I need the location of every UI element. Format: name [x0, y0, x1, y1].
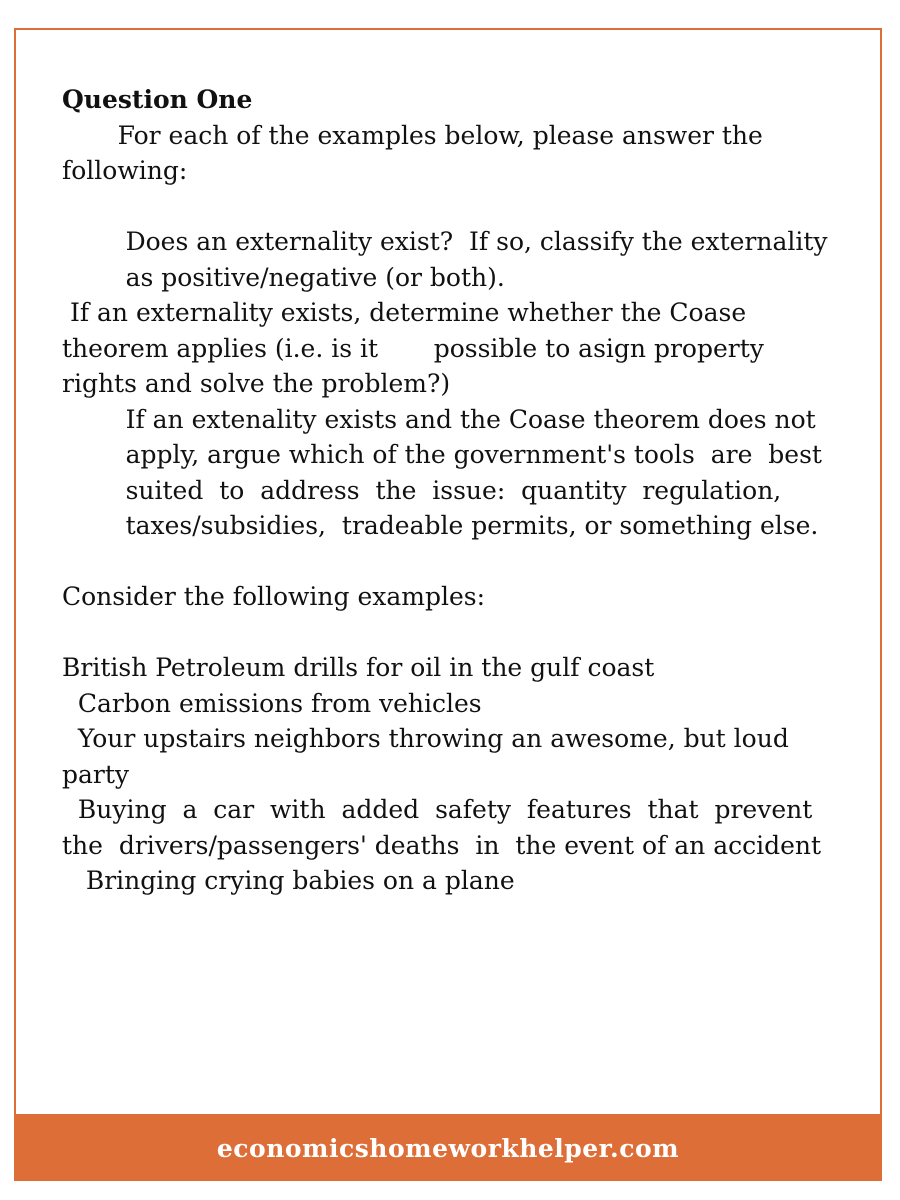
intro-text-line: For each of the examples below, please answer the [62, 120, 763, 150]
instruction-item-line: If an externality exists, determine whether the Coase [62, 298, 747, 327]
paragraph-gap [62, 189, 862, 225]
instruction-item-line: as positive/negative (or both). [62, 262, 505, 292]
paragraph-gap [62, 615, 862, 651]
instruction-item-line: If an extenality exists and the Coase theorem does not [62, 404, 816, 434]
example-line: British Petroleum drills for oil in the gulf coast [62, 653, 655, 682]
intro-text-line: following: [62, 156, 188, 185]
instruction-item-line: Does an externality exist? If so, classify the externality [62, 227, 828, 256]
example-line: the drivers/passengers' deaths in the event of an accident [62, 830, 822, 860]
examples-heading: Consider the following examples: [62, 582, 486, 611]
question-title: Question One [62, 85, 253, 114]
paragraph-gap [62, 544, 862, 580]
example-line: Your upstairs neighbors throwing an awesome, but loud [62, 724, 789, 753]
instruction-item-line: suited to address the issue: quantity regulation, [62, 475, 782, 505]
example-line: Bringing crying babies on a plane [62, 866, 515, 895]
instruction-item-line: rights and solve the problem?) [62, 369, 451, 398]
footer-website: economicshomeworkhelper.com [216, 1134, 680, 1163]
instruction-item-line: taxes/subsidies, tradeable permits, or something else. [62, 511, 819, 540]
instruction-item-line: apply, argue which of the government's tools are best [62, 440, 822, 469]
example-line: Carbon emissions from vehicles [62, 688, 482, 718]
instruction-item-line: theorem applies (i.e. is it possible to asign property [62, 333, 764, 363]
example-line: Buying a car with added safety features that prevent [62, 795, 813, 824]
question-content [62, 82, 862, 899]
footer-banner [14, 1116, 882, 1181]
example-line: party [62, 759, 130, 789]
